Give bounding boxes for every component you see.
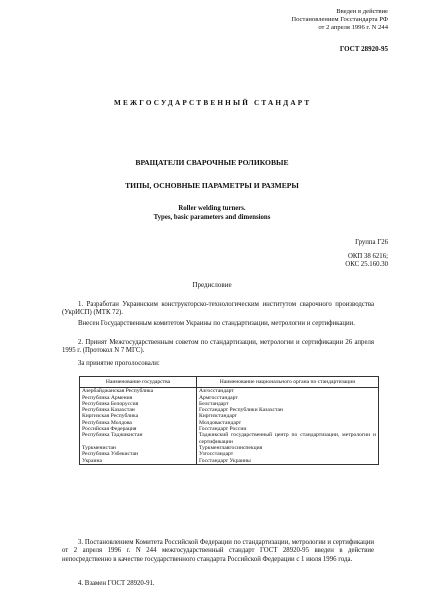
table-row (80, 458, 379, 465)
standard-type: МЕЖГОСУДАРСТВЕННЫЙ СТАНДАРТ (114, 99, 312, 107)
cell-organ: Госстандарт Украины (197, 458, 379, 465)
cell-organ: Молдовастандарт (197, 420, 379, 426)
cell-state: Азербайджанская Республика (80, 388, 197, 395)
okp-code: ОКП 38 6216; (347, 253, 388, 260)
header-organ: Наименование национального органа по стандартизации (197, 377, 379, 388)
title-line-1: ВРАЩАТЕЛИ СВАРОЧНЫЕ РОЛИКОВЫЕ (135, 158, 289, 167)
cell-organ: Белстандарт (197, 401, 379, 407)
title-en-line-2: Types, basic parameters and dimensions (153, 213, 271, 221)
cell-organ: Киргизстандарт (197, 413, 379, 419)
table-header-row (80, 377, 379, 388)
cell-organ: Госстандарт России (197, 426, 379, 432)
foreword-p4: За принятие проголосовали: (78, 360, 160, 367)
cell-organ: Армгосстандарт (197, 395, 379, 401)
cell-organ: Госстандарт Республики Казахстан (197, 407, 379, 413)
foreword-title: Предисловие (192, 281, 232, 289)
voting-table (79, 376, 379, 465)
title-line-2: ТИПЫ, ОСНОВНЫЕ ПАРАМЕТРЫ И РАЗМЕРЫ (125, 181, 299, 190)
intro-block (168, 8, 388, 33)
intro-line: Постановлением Госстандарта РФ (291, 16, 388, 24)
paragraph-4: 4. Взамен ГОСТ 28920-91. (78, 580, 155, 587)
cell-state: Республика Молдова (80, 420, 197, 426)
cell-organ: Азгосстандарт (197, 388, 379, 395)
cell-state: Республика Армения (80, 395, 197, 401)
cell-state: Российская Федерация (80, 426, 197, 432)
paragraph-3: 3. Постановлением Комитета Российской Федерации по стандартизации, метрологии и сертификации от 2 апреля 1996 г. N 244 межгосударственный стандарт ГОСТ 28920-95 введен в действие непосредственно в качестве государственного стандарта Российской Федерации с 1 июля 1996 года. (62, 539, 374, 563)
title-en-line-1: Roller welding turners. (178, 205, 246, 212)
cell-state: Республика Белоруссия (80, 401, 197, 407)
cell-organ: Туркменглавгосинспекция (197, 445, 379, 451)
cell-state: Киргизская Республика (80, 413, 197, 419)
cell-state: Республика Казахстан (80, 407, 197, 413)
group: Группа Г26 (355, 239, 388, 246)
cell-organ: Таджикский государственный центр по стандартизации, метрологии и сертификации (197, 432, 379, 445)
foreword-p3: 2. Принят Межгосударственным советом по стандартизации, метрологии и сертификации 26 апреля 1995 г. (Протокол N 7 МГС). (62, 339, 374, 355)
title-en (0, 205, 424, 222)
cell-state: Туркменистан (80, 445, 197, 451)
cell-organ: Узгосстандарт (197, 451, 379, 457)
gost-number: ГОСТ 28920-95 (339, 45, 388, 53)
foreword-p1: 1. Разработан Украинским конструкторско-технологическим институтом сварочного производства (УкрИСП) (МТК 72). (62, 301, 374, 317)
cell-state: Республика Таджикистан (80, 432, 197, 445)
table-row (80, 432, 379, 445)
table-row (80, 388, 379, 395)
foreword-p2: Внесен Государственным комитетом Украины по стандартизации, метрологии и сертификации. (78, 320, 356, 327)
header-state: Наименование государства (80, 377, 197, 388)
oks-code: ОКС 25.160.30 (345, 261, 388, 269)
intro-line: от 2 апреля 1996 г. N 244 (318, 24, 388, 32)
intro-line: Введен в действие (336, 8, 388, 15)
cell-state: Республика Узбекистан (80, 451, 197, 457)
classification (345, 253, 388, 270)
cell-state: Украина (80, 458, 197, 465)
